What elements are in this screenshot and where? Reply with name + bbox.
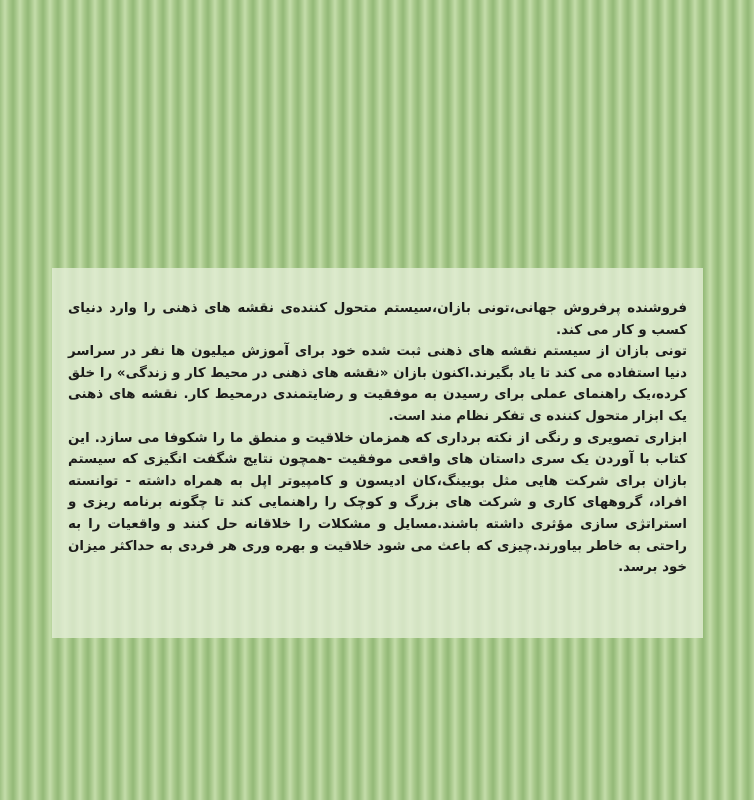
blurb-text [68,298,687,579]
blurb-paragraph-1: فروشنده پرفروش جهانی،تونی بازان،سیستم متحول کننده‌ی نقشه های ذهنی را وارد دنیای کسب و کار می کند. [68,301,687,338]
blurb-paragraph-3: ابزاری تصویری و رنگی از نکته برداری که همزمان خلاقیت و منطق ما را شکوفا می سازد. این کتاب با آوردن یک سری داستان های واقعی موفقیت -همچون نتایج شگفت انگیزی که سیستم بازان برای شرکت هایی مثل بویینگ،کان ادیسون و کامپیوتر اپل به همراه داشته - توانسته افراد، گروههای کاری و شرکت های بزرگ و کوچک را راهنمایی کند تا چگونه برنامه ریزی و استراتژی سازی مؤثری داشته باشند.مسایل و مشکلات را خلاقانه حل کنند و واقعیات را به راحتی به خاطر بیاورند.چیزی که باعث می شود خلاقیت و بهره وری هر فردی به حداکثر میزان خود برسد. [68,430,687,576]
blurb-panel [52,268,703,638]
blurb-paragraph-2: تونی بازان از سیستم نقشه های ذهنی ثبت شده خود برای آموزش میلیون ها نفر در سراسر دنیا استفاده می کند تا یاد بگیرند.اکنون بازان «نقشه های ذهنی در محیط کار و زندگی» را خلق کرده،یک راهنمای عملی برای رسیدن به موفقیت و رضایتمندی درمحیط کار. نقشه های ذهنی یک ابزار متحول کننده ی تفکر نظام مند است. [68,344,687,424]
